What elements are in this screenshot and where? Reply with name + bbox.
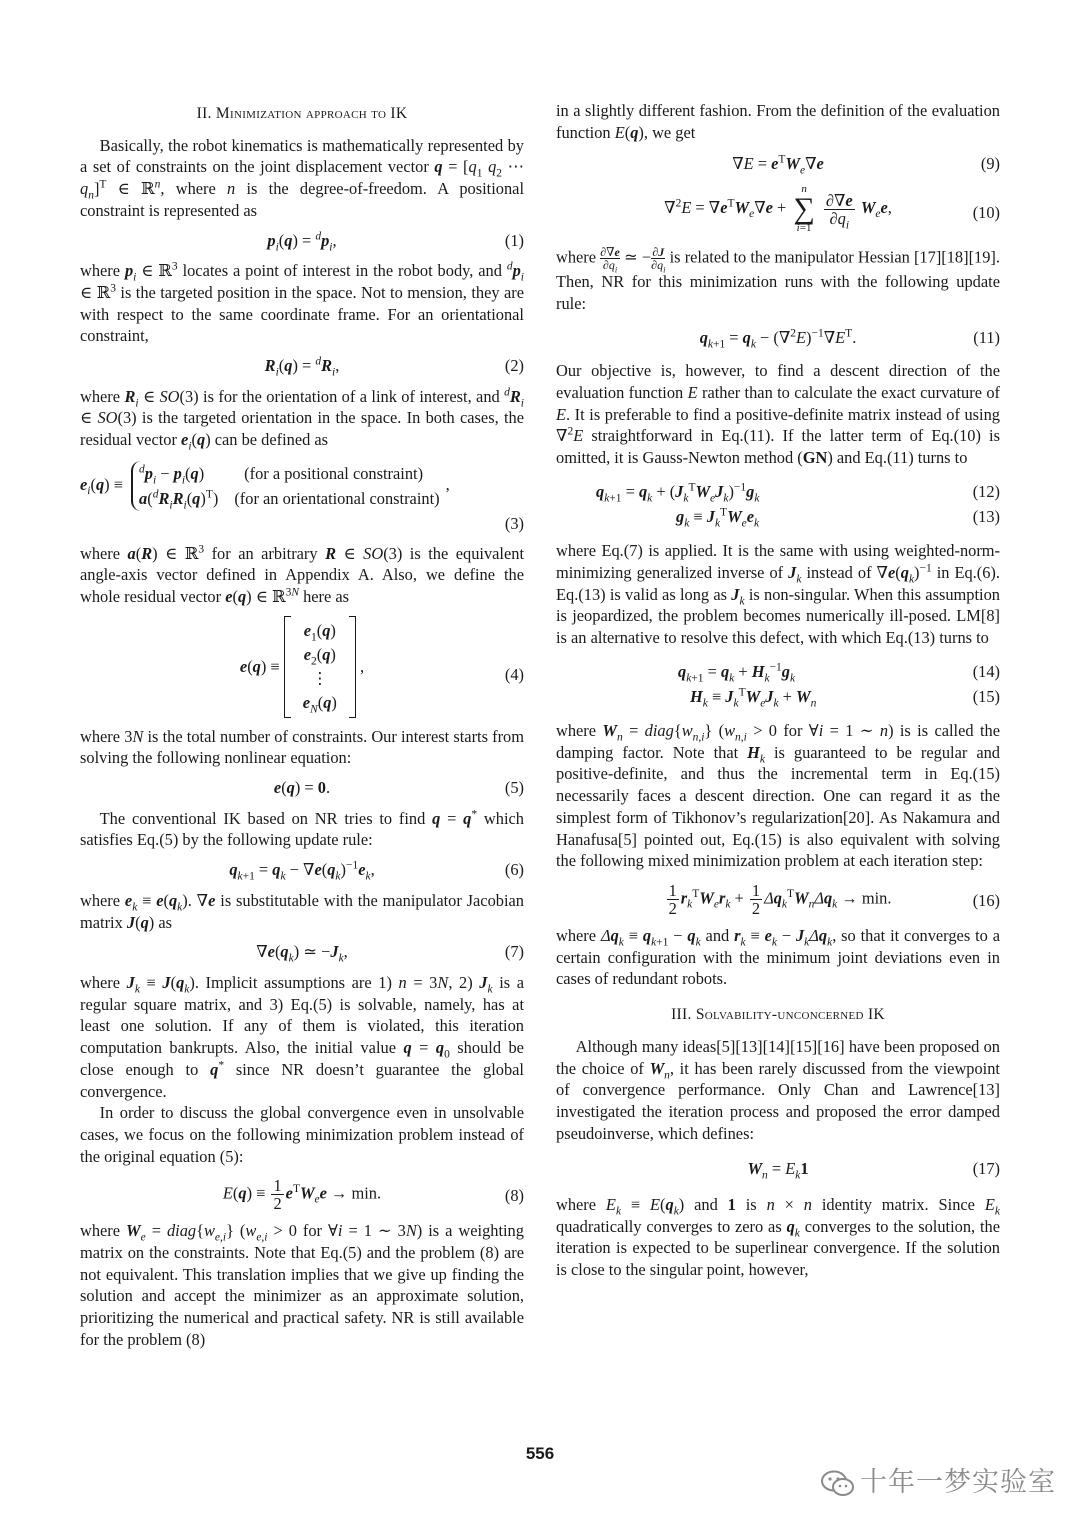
equation-number: (9): [980, 154, 1000, 174]
equation-6: $q_{k+1} = q_k - \nabla e(q_k)^{-1}e_k$, (6): [229, 859, 524, 883]
paragraph: where $E_k \equiv E(q_k)$ and 1 is n × n identity matrix. Since $E_k$ quadratically converges to zero as $q_k$ converges to the solution, the iteration is expected to be superlinear convergence. If the solution is close to the singular point, however,: [556, 1195, 1000, 1280]
equation-14: $q_{k+1} = q_k + H_k^{-1}g_k$ (14): [678, 661, 1000, 684]
page-number: 556: [525, 1444, 555, 1463]
paragraph: where $\frac{\partial\nabla e}{\partial q_i}$ ≃ − $\frac{\partial J}{\partial q_i}$ is related to the manipulator Hessian [17][18][19]. Then, NR for this minimization runs with the following update rule:: [556, 245, 1000, 313]
equation-number: (15): [972, 687, 1000, 707]
equation-1: $p_i(q) = ^dp_i$, (1): [267, 230, 524, 253]
equation-number: (11): [973, 327, 1000, 347]
wechat-icon: [820, 1469, 856, 1499]
watermark: [820, 1460, 1056, 1499]
equation-number: (16): [972, 890, 1000, 910]
equation-number: (5): [504, 778, 524, 798]
equation-number: (17): [972, 1159, 1000, 1179]
equation-number: (7): [504, 942, 524, 962]
paragraph: where $\Delta q_k \equiv q_{k+1} - q_k$ and $r_k \equiv e_k - J_k\Delta q_k$, so that it converges to a certain configuration with the minimum joint deviations even in cases of redundant robots.: [556, 925, 1000, 989]
equation-10: $\nabla^2E = \nabla e^TW_e\nabla e$ + n ∑ i=1 $\frac{\partial\nabla e}{\partial q_i}$ $W_ee$, (10): [664, 183, 1000, 235]
equation-16: $\frac{1}{2}$ $r_k^TW_er_k$ + $\frac{1}{2}$ $\Delta q_k^TW_n\Delta q_k \to \min$. (16): [668, 880, 1000, 918]
equation-number: (12): [972, 481, 1000, 501]
paragraph: where $p_i$ ∈ ℝ$^3$ locates a point of interest in the robot body, and $^dp_i$ ∈ ℝ$^3$ is the targeted position in the space. Not to mension, they are with respect to the same coordinate frame. For an orientational constraint,: [80, 260, 524, 346]
paragraph: in a slightly different fashion. From the definition of the evaluation function E(q), we get: [556, 101, 1000, 142]
right-column: [556, 100, 1000, 1281]
equation-7: $\nabla e(q_k)$ ≃ $-J_k$, (7): [256, 942, 524, 965]
equation-5: e(q) = 0. (5): [273, 778, 524, 798]
section-2-title: Minimization approach to IK: [215, 105, 408, 122]
equation-15: $H_k \equiv J_k^TW_eJ_k + W_n$ (15): [690, 686, 1000, 710]
equation-number: (2): [504, 356, 524, 376]
equation-number: (3): [504, 513, 524, 533]
left-column: [80, 100, 524, 1351]
section-3-title: Solvability-unconcerned IK: [695, 1006, 885, 1024]
paragraph: where $J_k \equiv J(q_k)$. Implicit assumptions are 1) n = 3N, 2) $J_k$ is a regular square matrix, and 3) Eq.(5) is solvable, namely, has at least one solution. If any of them is violated, this iteration computation bankrupts. Also, the initial value $q = q_0$ should be close enough to q* since NR doesn’t guarantee the global convergence.: [80, 972, 524, 1101]
equation-9: $\nabla E = e^TW_e\nabla e$ (9): [732, 153, 1000, 177]
equation-11: $q_{k+1} = q_k - (\nabla^2E)^{-1}\nabla E^T$. (11): [699, 327, 1000, 350]
paragraph: where $W_e$ = $diag\{w_{e,i}\} (w_{e,i} > 0$ for ∀i = 1 ∼ 3N) is a weighting matrix on the constraints. Note that Eq.(5) and the problem (8) are not equivalent. This translation implies that we give up finding the solution and accept the minimizer as an approximate solution, prioritizing the numerical and practical safety. NR is still available for the problem (8): [80, 1221, 524, 1349]
section-3-heading: [556, 1004, 1000, 1026]
equation-number: (4): [504, 664, 524, 684]
paragraph: where Eq.(7) is applied. It is the same with using weighted-norm-minimizing generalized inverse of $J_k$ instead of $\nabla e(q_k)^{-1}$ in Eq.(6). Eq.(13) is valid as long as $J_k$ is non-singular. When this assumption is jeopardized, the problem becomes numerically ill-posed. LM[8] is an alternative to resolve this defect, with which Eq.(13) turns to: [556, 541, 1000, 647]
paragraph: Basically, the robot kinematics is mathematically represented by a set of constraints on the joint displacement vector $q = [q_1$ $q_2$ ⋯ $q_n]^T$ ∈ ℝ$^n$, where n is the degree-of-freedom. A positional constraint is represented as: [80, 135, 525, 220]
equation-number: (6): [504, 860, 524, 880]
equation-4: e(q) ≡ $e_1(q)$ $e_2(q)$ ⋮ $e_N(q)$ , (4): [80, 616, 524, 718]
paragraph: where a(R) ∈ ℝ$^3$ for an arbitrary R ∈ SO(3) is the equivalent angle-axis vector defined in Appendix A. Also, we define the whole residual vector e(q) ∈ ℝ$^{3N}$ here as: [80, 543, 524, 606]
paragraph: where $W_n$ = $diag\{w_{n,i}\} (w_{n,i} > 0$ for ∀i = 1 ∼ n) is is called the damping factor. Note that $H_k$ is guaranteed to be regular and positive-definite, and thus the incremental term in Eq.(15) necessarily faces a descent direction. One can regard it as the simplest form of Tikhonov’s regularization[20]. As Nakamura and Hanafusa[5] pointed out, Eq.(15) is also equivalent with solving the following mixed minimization problem at each iteration step:: [556, 721, 1000, 871]
equation-17: $W_n = E_k1$ (17): [747, 1159, 1000, 1182]
section-2-numeral: II.: [196, 105, 212, 122]
paragraph: Although many ideas[5][13][14][15][16] have been proposed on the choice of $W_n$, it has been rarely discussed from the viewpoint of convergence performance. Only Chan and Lawrence[13] investigated the iteration process and proposed the error damped pseudoinverse, which defines:: [556, 1036, 1000, 1143]
equation-13: $g_k \equiv J_k^TW_ee_k$ (13): [676, 506, 1000, 530]
equation-number: (14): [972, 661, 1000, 681]
section-3-numeral: III.: [671, 1006, 692, 1024]
equation-3: $e_i(q)$ ≡ $^dp_i - p_i(q)$ (for a positional constraint) $a(^dR_iR_i(q)^T)$ (for an orientational constraint) ,: [80, 461, 524, 511]
watermark-text: 十年一梦实验室: [860, 1467, 1056, 1498]
equation-8: E(q) ≡ $\frac{1}{2}$ $e^TW_ee \to \min$. (8): [222, 1176, 524, 1214]
section-2-heading: [80, 103, 524, 125]
equation-2: $R_i(q) = ^dR_i$, (2): [264, 355, 524, 379]
equation-number: (8): [504, 1186, 524, 1206]
equation-number: (10): [972, 203, 1000, 223]
paragraph: where $e_k \equiv e(q_k)$. ∇e is substitutable with the manipulator Jacobian matrix J(q) as: [80, 890, 524, 932]
paragraph: The conventional IK based on NR tries to find q = q* which satisfies Eq.(5) by the following update rule:: [80, 808, 524, 850]
paragraph: where 3N is the total number of constraints. Our interest starts from solving the following nonlinear equation:: [80, 726, 524, 768]
paragraph: In order to discuss the global convergence even in unsolvable cases, we focus on the following minimization problem instead of the original equation (5):: [80, 1103, 524, 1166]
paragraph: where $R_i$ ∈ SO(3) is for the orientation of a link of interest, and $^dR_i$ ∈ SO(3) is the targeted orientation in the space. In both cases, the residual vector $e_i(q)$ can be defined as: [80, 386, 524, 453]
paragraph: Our objective is, however, to find a descent direction of the evaluation function E rather than to calculate the exact curvature of E. It is preferable to find a positive-definite matrix instead of using ∇$^2$E straightforward in Eq.(11). If the latter term of Eq.(10) is omitted, it is Gauss-Newton method (GN) and Eq.(11) turns to: [556, 361, 1000, 468]
equation-12: $q_{k+1} = q_k + (J_k^TW_eJ_k)^{-1}g_k$ (12): [596, 481, 1000, 505]
equation-number: (1): [504, 230, 524, 250]
equation-number: (13): [972, 507, 1000, 527]
